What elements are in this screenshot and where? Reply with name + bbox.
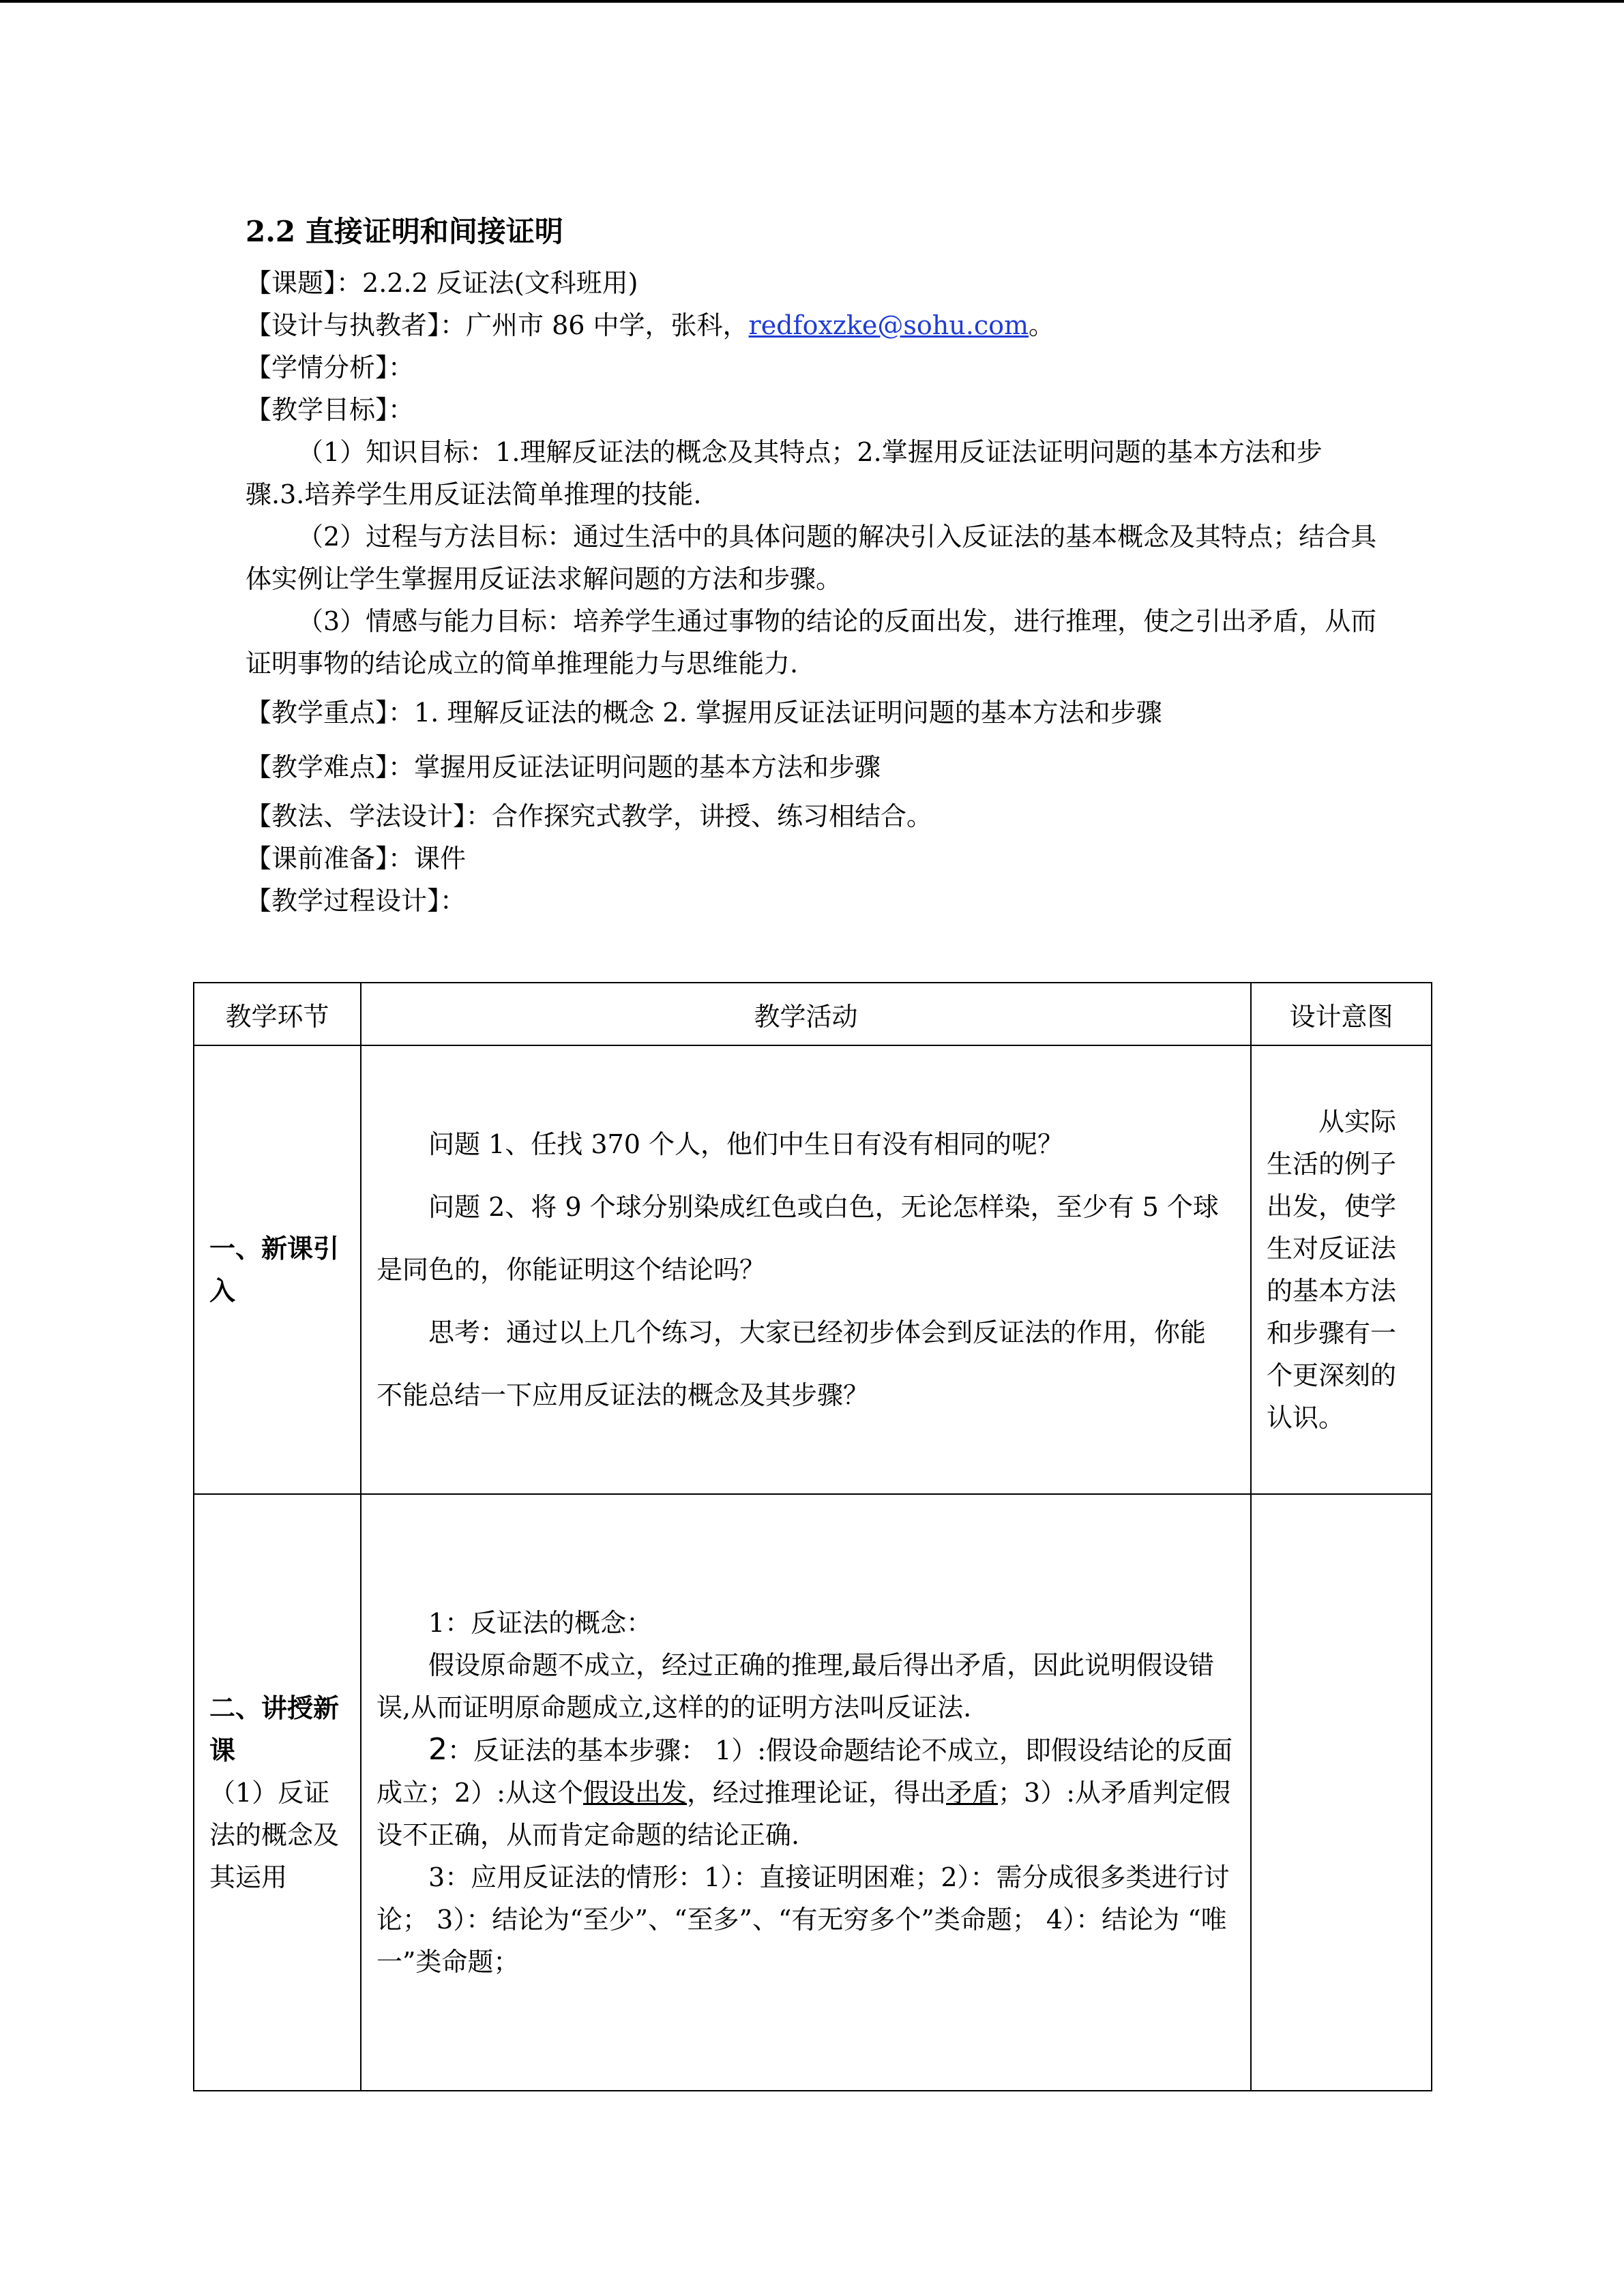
page-top-border bbox=[0, 0, 1624, 3]
table-header-row bbox=[194, 983, 1432, 1045]
steps-paragraph bbox=[377, 1729, 1234, 1856]
process-line bbox=[246, 880, 1378, 922]
teaching-process-table bbox=[193, 982, 1432, 2091]
steps-text-a: ：反证法的基本步骤： 1）:假设命题结论不成立，即假设结论的反面成立；2）:从这个 bbox=[377, 1735, 1233, 1808]
goals-label: 【教学目标】： bbox=[246, 395, 415, 425]
difficulties-label: 【教学难点】： bbox=[246, 752, 415, 782]
difficulties-value: 掌握用反证法证明问题的基本方法和步骤 bbox=[414, 752, 881, 782]
cases-paragraph: 3：应用反证法的情形：1）：直接证明困难；2）：需分成很多类进行讨论； 3）：结论为“至少”、“至多”、“有无穷多个”类命题； 4）：结论为 “唯一”类命题； bbox=[377, 1862, 1230, 1977]
steps-text-c: ；3）:从矛盾判定假设不正确，从而肯定命题的结论正确. bbox=[377, 1778, 1231, 1850]
designer-label: 【设计与执教者】： bbox=[246, 310, 467, 340]
topic-label: 【课题】： bbox=[246, 268, 363, 298]
intent-cell-teaching bbox=[1251, 1494, 1432, 2091]
stage-title: 一、新课引入 bbox=[209, 1233, 340, 1306]
key-points-value: 1. 理解反证法的概念 2. 掌握用反证法证明问题的基本方法和步骤 bbox=[414, 698, 1162, 728]
preparation-label: 【课前准备】： bbox=[246, 844, 415, 874]
goal-emotion: （3）情感与能力目标：培养学生通过事物的结论的反面出发，进行推理，使之引出矛盾，从而证明事物的结论成立的简单推理能力与思维能力. bbox=[246, 606, 1377, 679]
table-row bbox=[194, 1494, 1432, 2091]
activity-cell-intro bbox=[361, 1045, 1251, 1494]
header-activity: 教学活动 bbox=[361, 983, 1251, 1045]
steps-underline-contradiction: 矛盾 bbox=[946, 1778, 999, 1808]
intent-cell-intro: 从实际生活的例子出发，使学生对反证法的基本方法和步骤有一个更深刻的认识。 bbox=[1251, 1045, 1432, 1494]
header-stage: 教学环节 bbox=[194, 983, 361, 1045]
table-row bbox=[194, 1045, 1432, 1494]
goals-line bbox=[246, 389, 1378, 431]
designer-line bbox=[246, 304, 1378, 346]
process-label: 【教学过程设计】： bbox=[246, 886, 467, 916]
analysis-line bbox=[246, 346, 1378, 389]
methods-line bbox=[246, 795, 1378, 837]
goal-knowledge: （1）知识目标：1.理解反证法的概念及其特点；2.掌握用反证法证明问题的基本方法和步骤.3.培养学生用反证法简单推理的技能. bbox=[246, 437, 1323, 509]
preparation-line bbox=[246, 837, 1378, 880]
stage-cell-intro bbox=[194, 1045, 361, 1494]
question-2: 问题 2、将 9 个球分别染成红色或白色，无论怎样染，至少有 5 个球是同色的，你能证明这个结论吗？ bbox=[377, 1192, 1219, 1285]
designer-tail: 。 bbox=[1029, 310, 1055, 340]
reflection: 思考：通过以上几个练习，大家已经初步体会到反证法的作用，你能不能总结一下应用反证法的概念及其步骤？ bbox=[377, 1317, 1207, 1410]
analysis-label: 【学情分析】： bbox=[246, 353, 415, 383]
methods-value: 合作探究式教学，讲授、练习相结合。 bbox=[492, 801, 933, 831]
steps-underline-assumption: 假设出发 bbox=[582, 1778, 687, 1808]
question-1: 问题 1、任找 370 个人，他们中生日有没有相同的呢？ bbox=[428, 1129, 1063, 1159]
topic-value: 2.2.2 反证法(文科班用) bbox=[362, 268, 638, 298]
stage-subtitle: （1）反证法的概念及其运用 bbox=[209, 1777, 340, 1892]
lesson-header bbox=[246, 205, 1378, 922]
difficulties-line bbox=[246, 746, 1378, 788]
goal-process: （2）过程与方法目标：通过生活中的具体问题的解决引入反证法的基本概念及其特点；结合具体实例让学生掌握用反证法求解问题的方法和步骤。 bbox=[246, 522, 1377, 594]
activity-cell-teaching bbox=[361, 1494, 1251, 2091]
key-points-line bbox=[246, 691, 1378, 734]
header-intent: 设计意图 bbox=[1251, 983, 1432, 1045]
key-points-label: 【教学重点】： bbox=[246, 698, 415, 728]
topic-line bbox=[246, 262, 1378, 304]
methods-label: 【教法、学法设计】： bbox=[246, 801, 492, 831]
steps-number: 2 bbox=[428, 1732, 447, 1767]
concept-title: 1：反证法的概念： bbox=[428, 1608, 653, 1638]
steps-text-b: ，经过推理论证，得出 bbox=[687, 1778, 947, 1808]
preparation-value: 课件 bbox=[414, 844, 467, 874]
stage-cell-teaching bbox=[194, 1494, 361, 2091]
email-link[interactable]: redfoxzke@sohu.com bbox=[748, 310, 1029, 340]
stage-title: 二、讲授新课 bbox=[209, 1692, 340, 1765]
concept-body: 假设原命题不成立，经过正确的推理,最后得出矛盾，因此说明假设错误,从而证明原命题成立,这样的的证明方法叫反证法. bbox=[377, 1650, 1215, 1723]
designer-value: 广州市 86 中学，张科， bbox=[466, 310, 749, 340]
page-title: 2.2 直接证明和间接证明 bbox=[246, 215, 563, 248]
